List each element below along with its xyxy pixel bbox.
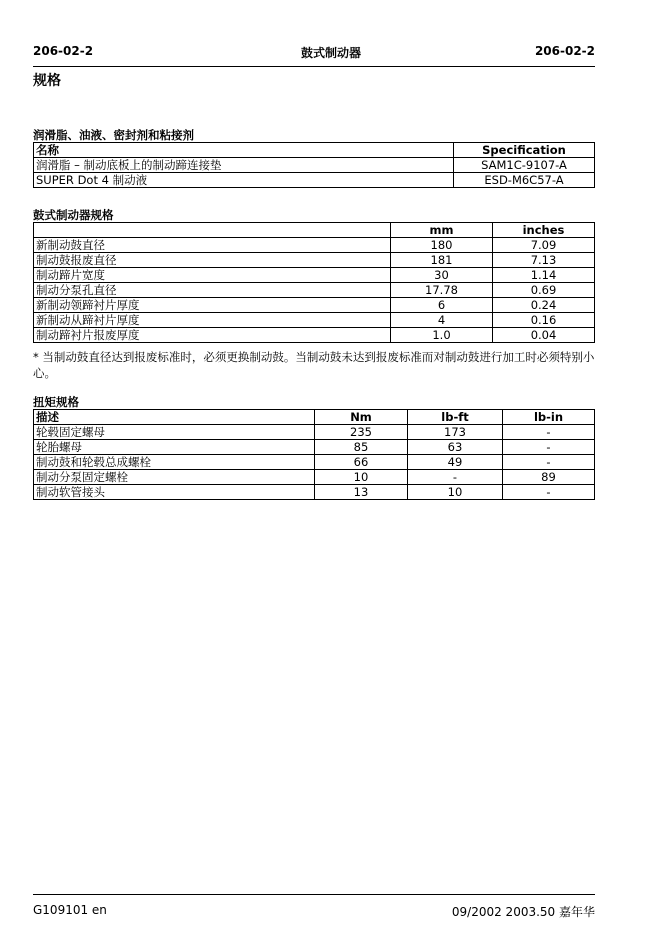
header-right: 206-02-2 [534,44,595,58]
cell-lbin: - [503,455,595,470]
column-header: 名称 [34,143,454,158]
cell-desc: 制动软管接头 [34,485,315,500]
cell-mm: 6 [391,298,493,313]
cell-nm: 13 [315,485,408,500]
table-row [34,313,595,328]
page-title: 规格 [33,73,61,89]
table-row [34,158,595,173]
cell-name: 润滑脂 – 制动底板上的制动蹄连接垫 [34,158,454,173]
cell-item: 制动蹄片宽度 [34,268,391,283]
cell-spec: SAM1C-9107-A [454,158,595,173]
table-row [34,470,595,485]
table-row [34,328,595,343]
column-header: mm [391,223,493,238]
column-header: Specification [454,143,595,158]
column-header: Nm [315,410,408,425]
cell-item: 制动蹄衬片报废厚度 [34,328,391,343]
cell-lbft: 49 [408,455,503,470]
cell-item: 新制动领蹄衬片厚度 [34,298,391,313]
header-title: 鼓式制动器 [300,46,361,60]
table-row [34,173,595,188]
cell-item: 制动鼓报废直径 [34,253,391,268]
column-header: lb-ft [408,410,503,425]
cell-nm: 235 [315,425,408,440]
table-row [34,253,595,268]
cell-desc: 轮毂固定螺母 [34,425,315,440]
table-header-row [34,223,595,238]
cell-desc: 制动分泵固定螺栓 [34,470,315,485]
footer-right: 09/2002 2003.50 嘉年华 [451,905,595,919]
column-header: lb-in [503,410,595,425]
cell-lbin: - [503,485,595,500]
cell-inches: 0.16 [493,313,595,328]
cell-mm: 17.78 [391,283,493,298]
cell-mm: 180 [391,238,493,253]
table-row [34,485,595,500]
cell-nm: 85 [315,440,408,455]
cell-nm: 10 [315,470,408,485]
drum-specs-table [33,222,595,343]
torque-title: 扭矩规格 [33,395,79,409]
table-row [34,455,595,470]
lubricants-table [33,142,595,188]
cell-mm: 1.0 [391,328,493,343]
table-row [34,425,595,440]
lubricants-title: 润滑脂、油液、密封剂和粘接剂 [33,128,194,142]
cell-desc: 轮胎螺母 [34,440,315,455]
cell-inches: 0.69 [493,283,595,298]
column-header [34,223,391,238]
drum-specs-note: * 当制动鼓直径达到报废标准时，必须更换制动鼓。当制动鼓未达到报废标准而对制动鼓进行加工时必须特别小心。 [33,350,595,380]
footer-rule [33,894,595,895]
cell-lbft: - [408,470,503,485]
cell-mm: 30 [391,268,493,283]
table-row [34,440,595,455]
header-rule [33,66,595,67]
cell-desc: 制动鼓和轮毂总成螺栓 [34,455,315,470]
cell-item: 制动分泵孔直径 [34,283,391,298]
cell-inches: 0.04 [493,328,595,343]
cell-spec: ESD-M6C57-A [454,173,595,188]
cell-lbin: - [503,440,595,455]
torque-table [33,409,595,500]
cell-lbft: 10 [408,485,503,500]
cell-name: SUPER Dot 4 制动液 [34,173,454,188]
table-row [34,298,595,313]
cell-inches: 1.14 [493,268,595,283]
cell-inches: 7.09 [493,238,595,253]
cell-lbft: 173 [408,425,503,440]
cell-lbin: 89 [503,470,595,485]
table-header-row [34,143,595,158]
table-row [34,268,595,283]
cell-lbft: 63 [408,440,503,455]
column-header: inches [493,223,595,238]
header-left: 206-02-2 [33,44,94,58]
cell-lbin: - [503,425,595,440]
cell-item: 新制动从蹄衬片厚度 [34,313,391,328]
table-row [34,283,595,298]
drum-specs-title: 鼓式制动器规格 [33,208,114,222]
cell-nm: 66 [315,455,408,470]
table-row [34,238,595,253]
cell-item: 新制动鼓直径 [34,238,391,253]
cell-inches: 0.24 [493,298,595,313]
cell-inches: 7.13 [493,253,595,268]
cell-mm: 181 [391,253,493,268]
table-header-row [34,410,595,425]
column-header: 描述 [34,410,315,425]
footer-left: G109101 en [33,903,107,917]
cell-mm: 4 [391,313,493,328]
